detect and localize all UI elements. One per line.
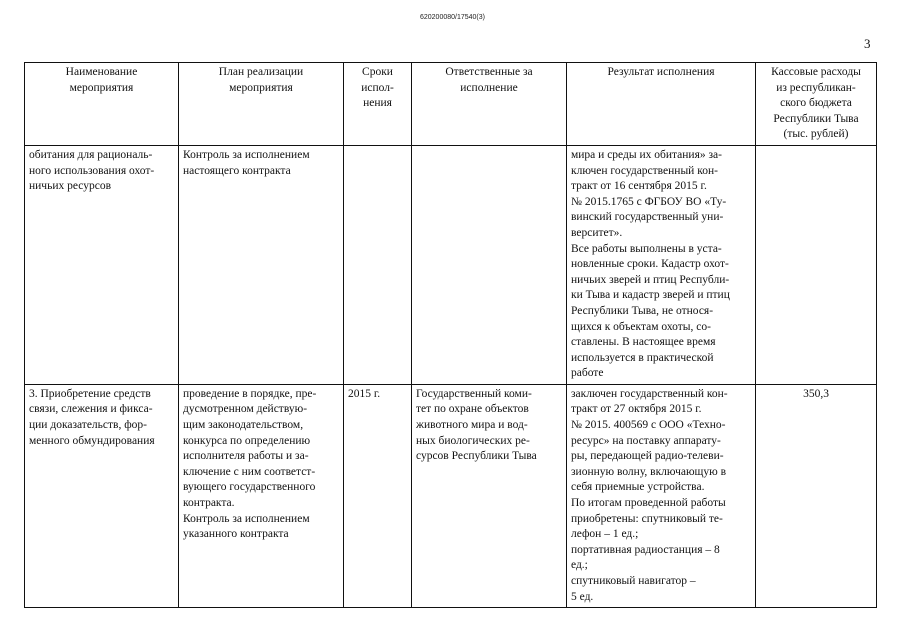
header-responsible: Ответственные за исполнение <box>412 63 567 146</box>
table-row <box>25 384 877 607</box>
cell-expenses <box>756 145 877 384</box>
cell-responsible <box>412 145 567 384</box>
cell-implementation-plan: проведение в порядке, пре- дусмотренном действую- щим законодательством, конкурса по определению исполнителя работы и за- ключение с ним соответст- вующего государственного контракта. Контроль за исполнением указанного контракта <box>179 384 344 607</box>
document-id: 620200080/17540(3) <box>419 14 485 21</box>
cell-responsible: Государственный коми- тет по охране объектов животного мира и вод- ных биологических ре- сурсов Республики Тыва <box>412 384 567 607</box>
table-header-row <box>25 63 877 146</box>
cell-result: мира и среды их обитания» за- ключен государственный кон- тракт от 16 сентября 2015 г. № 2015.1765 с ФГБОУ ВО «Ту- винский государственный уни- верситет». Все работы выполнены в уста- новленные сроки. Кадастр охот- ничьих зверей и птиц Республи- ки Тыва и кадастр зверей и птиц Республики Тыва, не относя- щихся к объектам охоты, со- ставлены. В настоящее время используется в практической работе <box>567 145 756 384</box>
header-activity-name: Наименование мероприятия <box>25 63 179 146</box>
cell-expenses: 350,3 <box>756 384 877 607</box>
table-row <box>25 145 877 384</box>
header-deadline: Сроки испол- нения <box>344 63 412 146</box>
cell-deadline <box>344 145 412 384</box>
cell-implementation-plan: Контроль за исполнением настоящего контракта <box>179 145 344 384</box>
header-expenses: Кассовые расходы из республикан- ского бюджета Республики Тыва (тыс. рублей) <box>756 63 877 146</box>
page-number: 3 <box>864 36 871 51</box>
header-implementation-plan: План реализации мероприятия <box>179 63 344 146</box>
cell-deadline: 2015 г. <box>344 384 412 607</box>
cell-result: заключен государственный кон- тракт от 27 октября 2015 г. № 2015. 400569 с ООО «Техно- ресурс» на поставку аппарату- ры, передающей радио-телеви- зионную волну, включающую в себя приемные устройства. По итогам проведенной работы приобретены: спутниковый те- лефон – 1 ед.; портативная радиостанция – 8 ед.; спутниковый навигатор – 5 ед. <box>567 384 756 607</box>
header-result: Результат исполнения <box>567 63 756 146</box>
cell-activity-name: обитания для рациональ- ного использования охот- ничьих ресурсов <box>25 145 179 384</box>
cell-activity-name: 3. Приобретение средств связи, слежения и фикса- ции доказательств, фор- менного обмундирования <box>25 384 179 607</box>
activities-table <box>24 62 877 608</box>
